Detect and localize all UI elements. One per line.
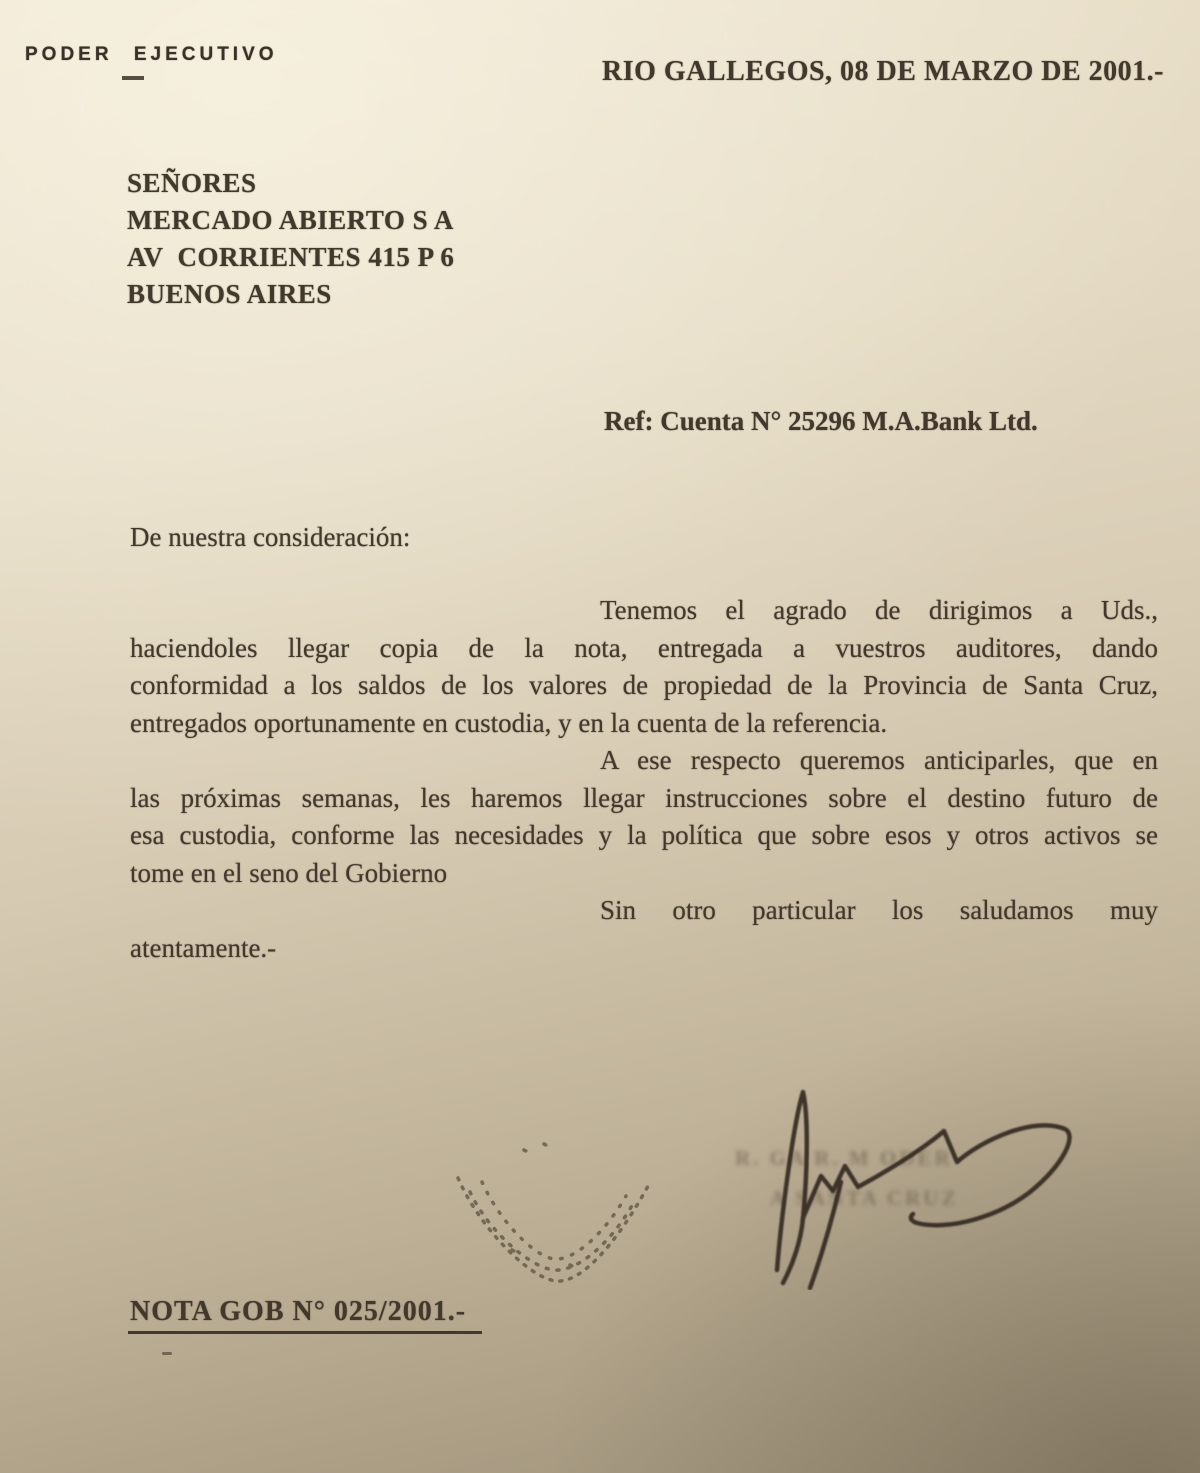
body-line: las próximas semanas, les haremos llegar instrucciones sobre el destino futuro de (130, 782, 1158, 813)
seal-dots (420, 1130, 700, 1300)
body-line: Tenemos el agrado de dirigimos a Uds., (600, 595, 1158, 625)
body-line: esa custodia, conforme las necesidades y la política que sobre esos y otros activos se (130, 820, 1158, 850)
footer-note: NOTA GOB N° 025/2001.- (128, 1296, 482, 1334)
letter-body (130, 592, 1158, 967)
stamp-text: R. GA R. M ODER (735, 1146, 953, 1170)
signature-scribble (680, 1070, 1120, 1290)
closing-line: atentamente.- (130, 932, 277, 963)
recipient-line: MERCADO ABIERTO S A (127, 205, 454, 235)
recipient-block (127, 165, 454, 313)
body-line: haciendoles llegar copia de la nota, entregada a vuestros auditores, dando (130, 632, 1158, 663)
footer-tick-mark (162, 1352, 172, 1355)
recipient-line: SEÑORES (127, 168, 257, 198)
body-line: conformidad a los saldos de los valores de propiedad de la Provincia de Santa Cruz, (130, 670, 1158, 700)
closing-line: Sin otro particular los saludamos muy (600, 895, 1158, 925)
body-line: tome en el seno del Gobierno (130, 857, 448, 888)
body-line: entregados oportunamente en custodia, y en la cuenta de la referencia. (130, 707, 888, 738)
body-line: A ese respecto queremos anticiparles, que en (600, 745, 1158, 775)
date-line: RIO GALLEGOS, 08 DE MARZO DE 2001.- (602, 56, 1164, 87)
stamp-text: A SANTA CRUZ (770, 1186, 959, 1210)
recipient-line: BUENOS AIRES (127, 279, 332, 309)
reference-line: Ref: Cuenta N° 25296 M.A.Bank Ltd. (604, 406, 1038, 436)
salutation: De nuestra consideración: (130, 522, 411, 552)
letterhead-dash (122, 76, 144, 80)
recipient-line: AV CORRIENTES 415 P 6 (127, 242, 455, 272)
letterhead-office: PODER EJECUTIVO (25, 44, 278, 65)
